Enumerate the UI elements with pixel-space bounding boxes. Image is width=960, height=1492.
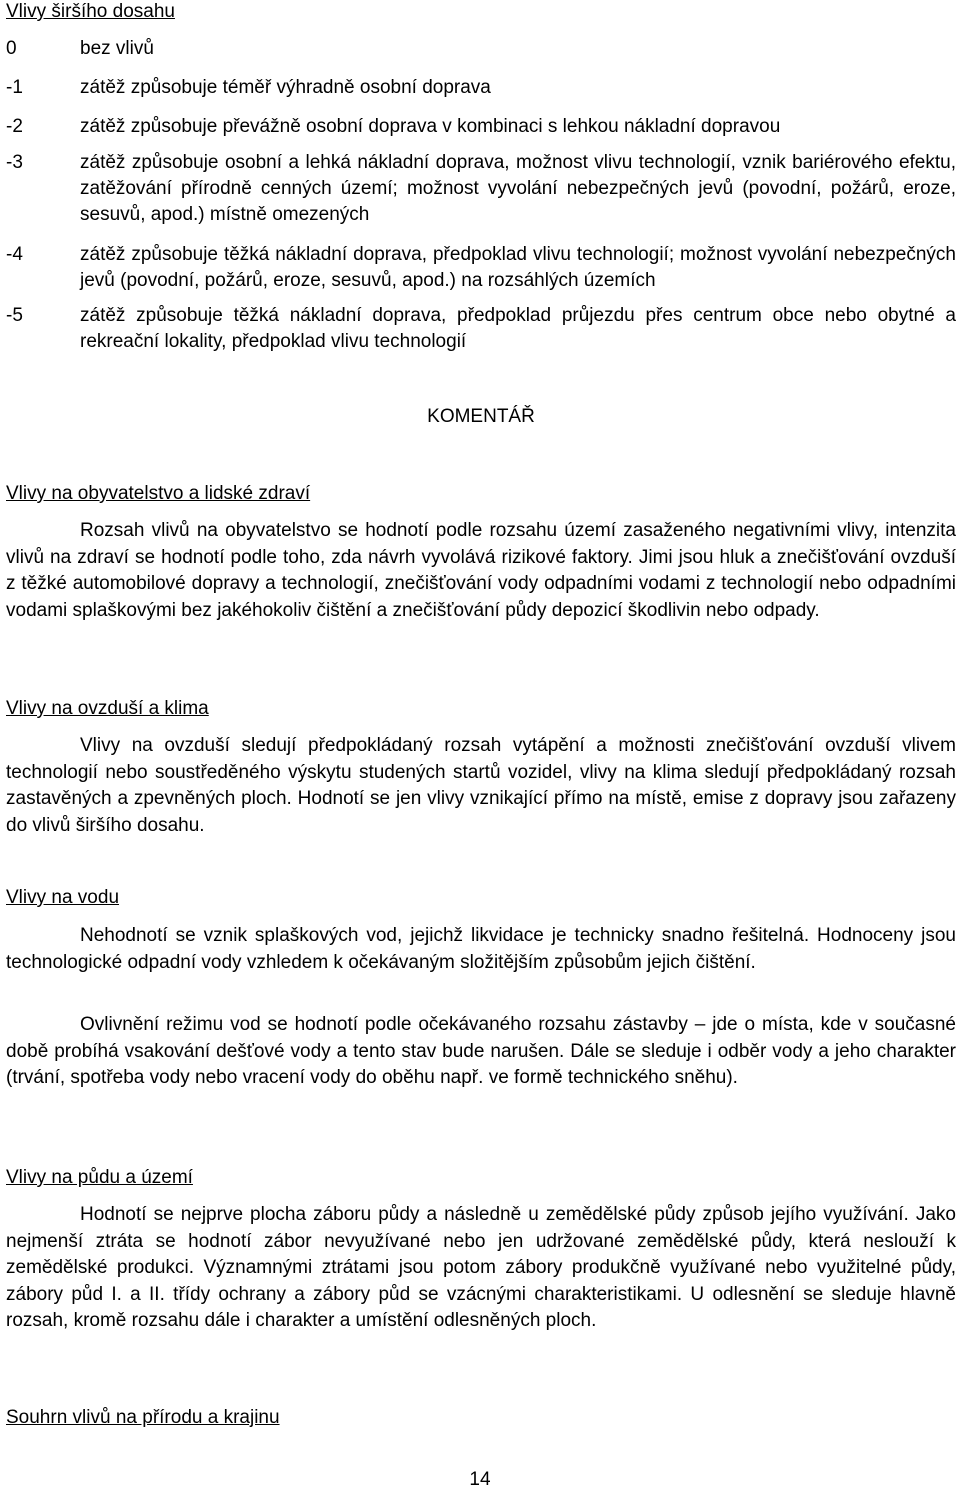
item-number: -1 xyxy=(6,77,23,98)
heading-population: Vlivy na obyvatelstvo a lidské zdraví xyxy=(6,483,311,504)
item-number: -4 xyxy=(6,244,23,265)
item-number: 0 xyxy=(6,38,17,59)
paragraph-water-1: Nehodnotí se vznik splaškových vod, jejichž likvidace je technicky snadno řešitelná. Hodnoceny jsou technologické odpadní vody vzhledem k očekávaným složitějším způsobům jejich čištění. xyxy=(6,925,956,973)
heading-nature: Souhrn vlivů na přírodu a krajinu xyxy=(6,1407,280,1428)
item-number: -2 xyxy=(6,116,23,137)
item-number: -5 xyxy=(6,305,23,326)
heading-wider-impacts: Vlivy širšího dosahu xyxy=(6,1,175,22)
item-text: zátěž způsobuje těžká nákladní doprava, předpoklad průjezdu přes centrum obce nebo obytné a rekreační lokality, předpoklad vlivu technologií xyxy=(80,305,956,352)
heading-water: Vlivy na vodu xyxy=(6,887,120,908)
paragraph-soil: Hodnotí se nejprve plocha záboru půdy a následně u zemědělské půdy způsob jejího využívání. Jako nejmenší ztráta se hodnotí zábor nevyužívané nebo jen udržované zemědělské půdy, která neslouží k zemědělské produkci. Významnými ztrátami jsou potom zábory produkčně využívané nebo využitelné půdy, zábory půd I. a II. třídy ochrany a zábory půd se vzácnými charakteristikami. U odlesnění se sleduje hlavně rozsah, kromě rozsahu dále i charakter a umístění odlesněných ploch. xyxy=(6,1204,956,1331)
paragraph-population: Rozsah vlivů na obyvatelstvo se hodnotí podle rozsahu území zasaženého negativními vlivy, intenzita vlivů na zdraví se hodnotí podle toho, zda návrh vyvolává rizikové faktory. Jimi jsou hluk a znečišťování ovzduší z těžké automobilové dopravy a technologií, znečišťování vody odpadními vodami z technologií nebo odpadními vodami splaškovými bez jakéhokoliv čištění a znečišťování půdy depozicí škodlivin nebo odpady. xyxy=(6,520,956,621)
comment-title: KOMENTÁŘ xyxy=(427,406,535,427)
item-text: zátěž způsobuje téměř výhradně osobní doprava xyxy=(80,77,491,98)
heading-air: Vlivy na ovzduší a klima xyxy=(6,698,209,719)
page-number: 14 xyxy=(469,1469,491,1490)
paragraph-air: Vlivy na ovzduší sledují předpokládaný rozsah vytápění a možnosti znečišťování ovzduší vlivem technologií nebo soustředěného výskytu studených startů vozidel, vlivy na klima sledují předpokládaný rozsah zastavěných a zpevněných ploch. Hodnotí se jen vlivy vznikající přímo na místě, emise z dopravy jsou zařazeny do vlivů širšího dosahu. xyxy=(6,735,956,836)
item-text: zátěž způsobuje osobní a lehká nákladní doprava, možnost vlivu technologií, vznik bariérového efektu, zatěžování přírodně cenných území; možnost vyvolání nebezpečných jevů (povodní, požárů, eroze, sesuvů, apod.) místně omezených xyxy=(80,152,956,225)
heading-soil: Vlivy na půdu a území xyxy=(6,1167,193,1188)
item-text: zátěž způsobuje převážně osobní doprava v kombinaci s lehkou nákladní dopravou xyxy=(80,116,781,137)
item-number: -3 xyxy=(6,152,23,173)
item-text: bez vlivů xyxy=(80,38,154,59)
item-text: zátěž způsobuje těžká nákladní doprava, předpoklad vlivu technologií; možnost vyvolání nebezpečných jevů (povodní, požárů, eroze, sesuvů, apod.) na rozsáhlých územích xyxy=(80,244,956,291)
paragraph-water-2: Ovlivnění režimu vod se hodnotí podle očekávaného rozsahu zástavby – jde o místa, kde v současné době probíhá vsakování dešťové vody a tento stav bude narušen. Dále se sleduje i odběr vody a jeho charakter (trvání, spotřeba vody nebo vracení vody do oběhu např. ve formě technického sněhu). xyxy=(6,1014,956,1088)
